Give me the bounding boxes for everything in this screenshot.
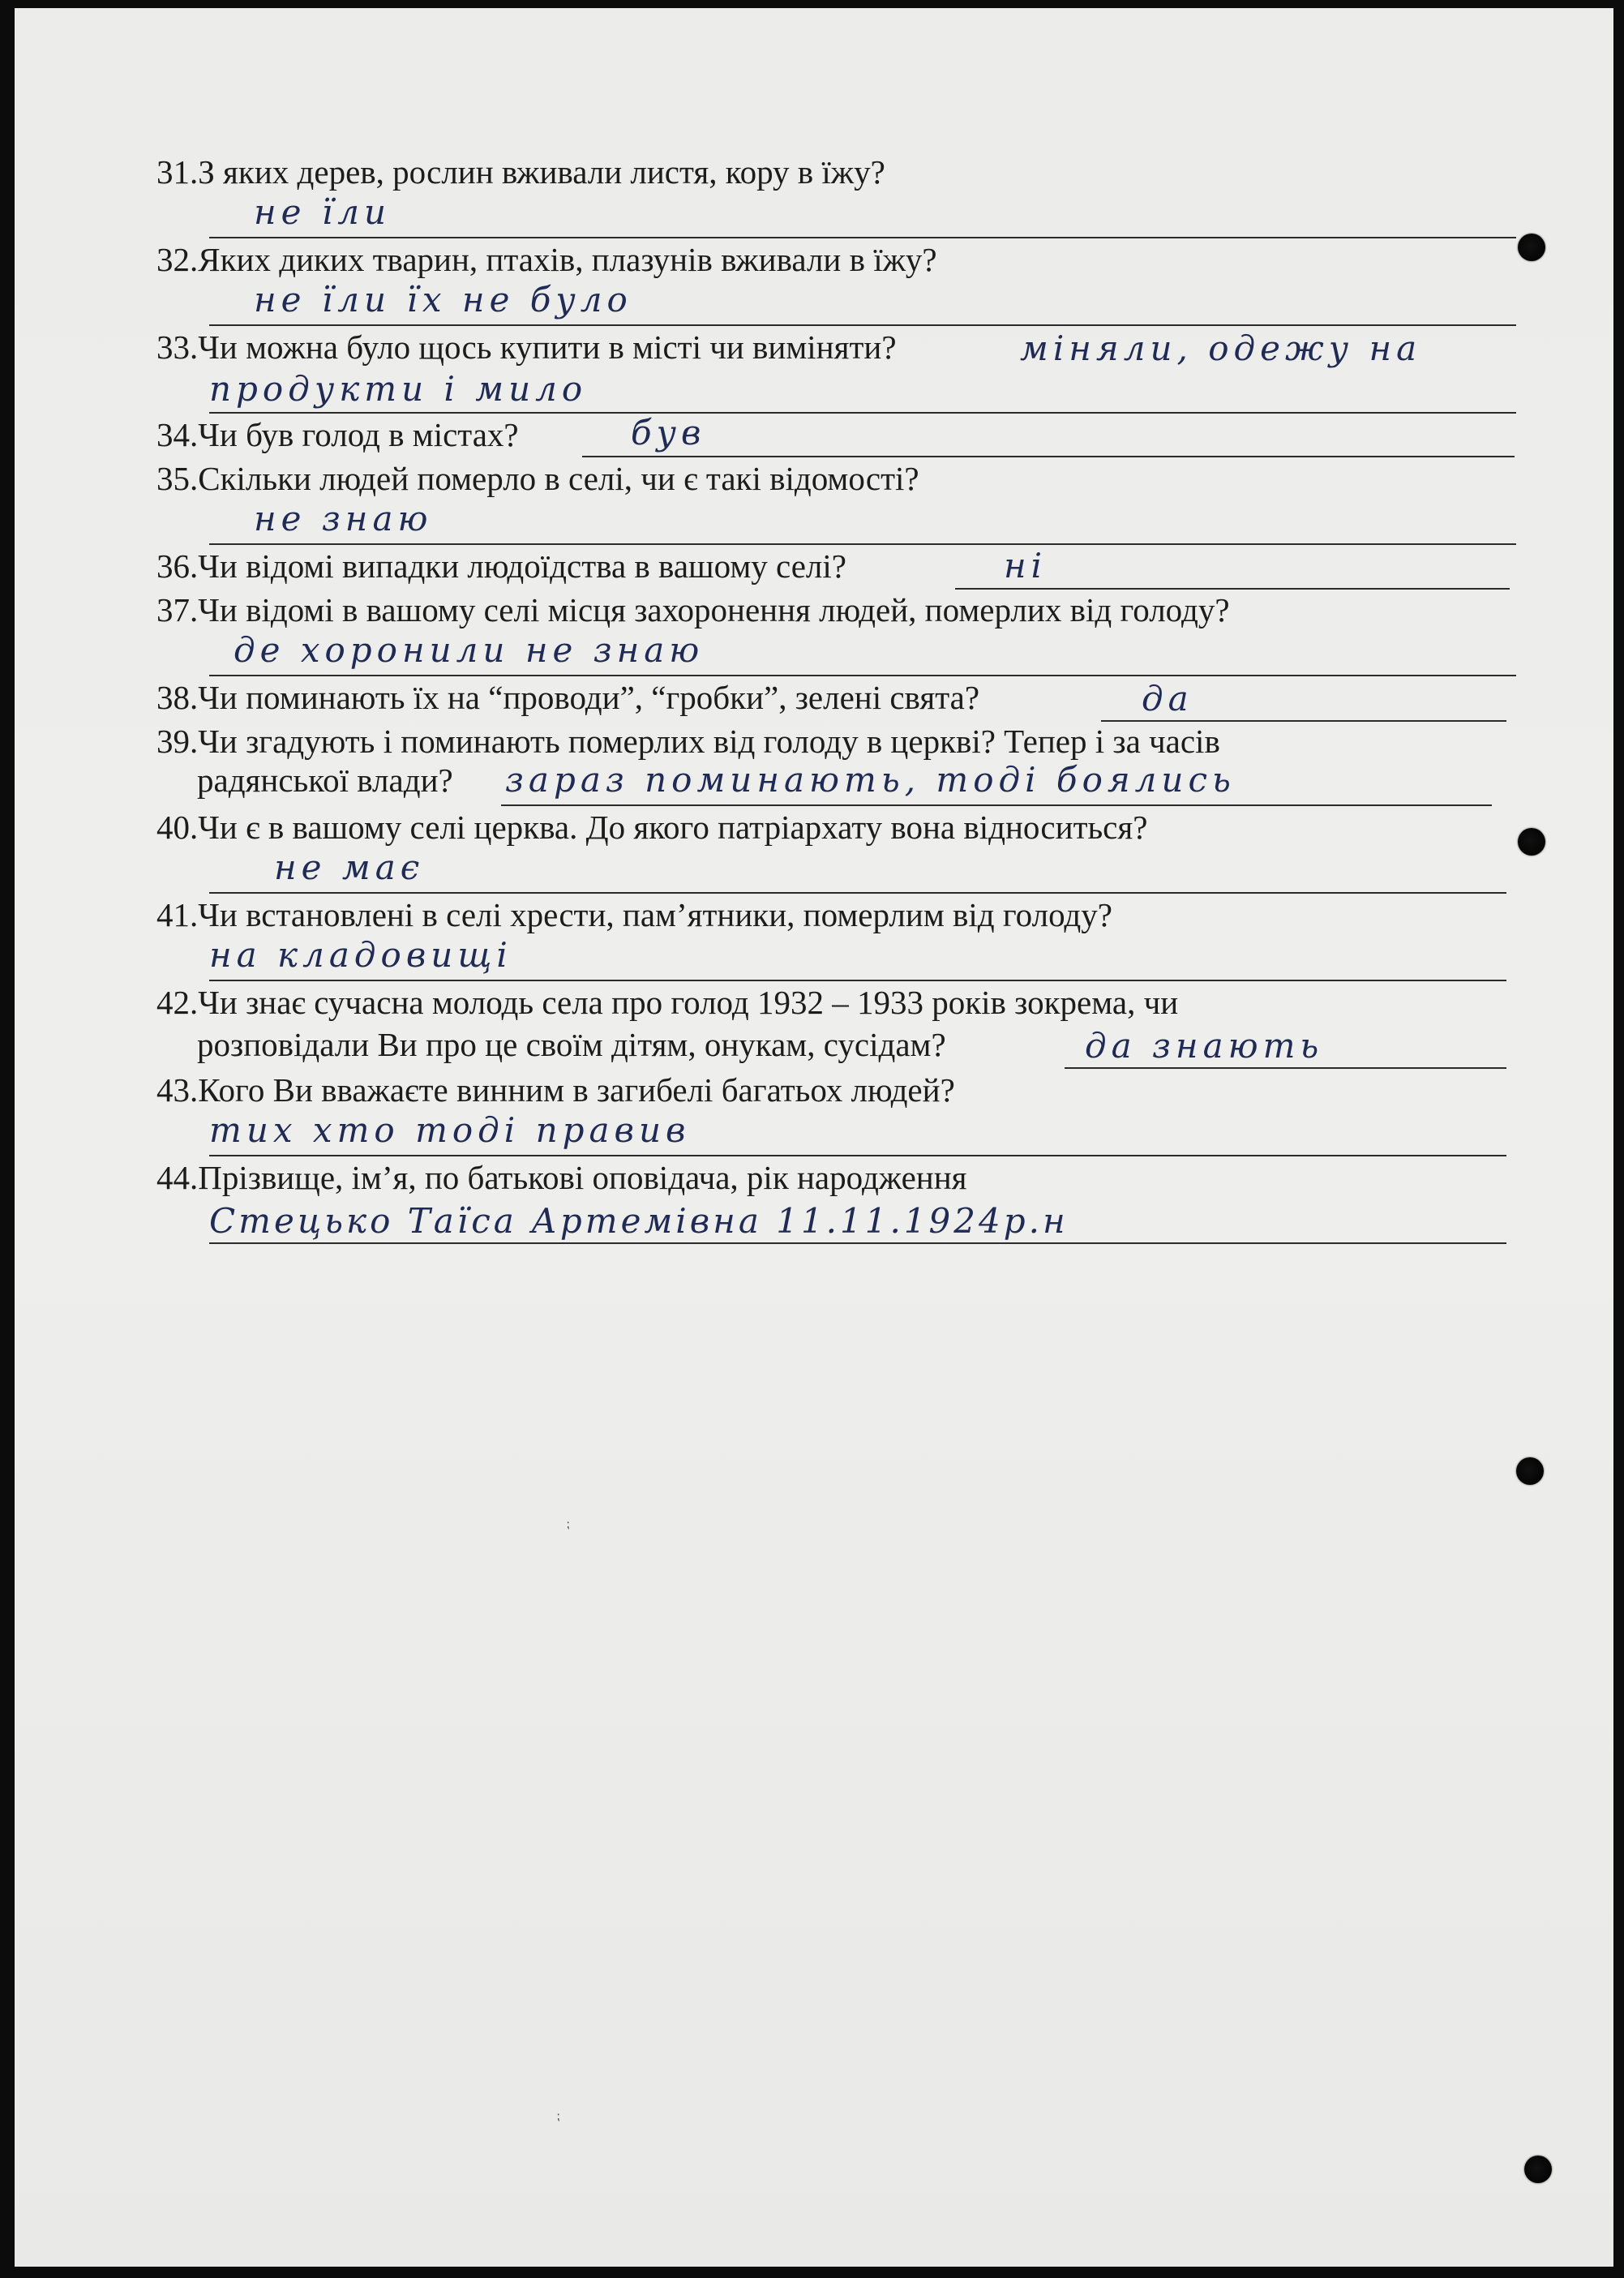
answer-33-inline: міняли, одежу на <box>1020 328 1422 368</box>
answer-31: не їли <box>254 192 392 232</box>
answer-40: не має <box>274 847 425 887</box>
answer-35: не знаю <box>254 499 433 538</box>
answer-line <box>209 675 1516 676</box>
question-41: 41.Чи встановлені в селі хрести, пам’ятники, померлим від голоду? <box>156 896 1112 933</box>
question-39: 39.Чи згадують і поминають померлих від голоду в церкві? Тепер і за часів <box>156 723 1220 760</box>
question-39-continued: радянської влади? <box>197 761 453 799</box>
answer-37: де хоронили не знаю <box>234 630 705 670</box>
question-37: 37.Чи відомі в вашому селі місця захоронення людей, померлих від голоду? <box>156 591 1230 628</box>
punch-hole <box>1516 1457 1544 1485</box>
questionnaire-sheet <box>15 8 1613 2267</box>
answer-38: да <box>1142 679 1193 719</box>
answer-41: на кладовищі <box>209 935 512 975</box>
answer-line <box>501 804 1492 806</box>
question-42-continued: розповідали Ви про це своїм дітям, онукам, сусідам? <box>197 1026 946 1063</box>
answer-36: ні <box>1004 546 1048 586</box>
punch-hole <box>1518 234 1545 261</box>
question-43: 43.Кого Ви вважаєте винним в загибелі багатьох людей? <box>156 1071 955 1109</box>
answer-line <box>209 892 1506 894</box>
question-35: 35.Скільки людей померло в селі, чи є такі відомості? <box>156 460 919 497</box>
question-31: 31.З яких дерев, рослин вживали листя, кору в їжу? <box>156 153 885 191</box>
answer-line <box>209 1242 1506 1244</box>
answer-33: продукти і мило <box>209 369 588 409</box>
question-34: 34.Чи був голод в містах? <box>156 416 519 453</box>
answer-line <box>209 543 1516 545</box>
answer-39: зараз поминають, тоді боялись <box>505 760 1236 800</box>
question-42: 42.Чи знає сучасна молодь села про голод 1932 – 1933 років зокрема, чи <box>156 984 1179 1021</box>
answer-line <box>209 980 1506 981</box>
answer-line <box>209 324 1516 326</box>
punch-hole <box>1518 828 1545 856</box>
answer-line <box>209 412 1516 414</box>
answer-line <box>1065 1067 1506 1069</box>
question-40: 40.Чи є в вашому селі церква. До якого патріархату вона відноситься? <box>156 809 1148 846</box>
answer-42: да знають <box>1085 1026 1324 1066</box>
answer-line <box>955 588 1510 590</box>
answer-43: тих хто тоді правив <box>209 1110 691 1150</box>
scan-speck: ⁏ <box>556 2110 560 2123</box>
question-33: 33.Чи можна було щось купити в місті чи виміняти? <box>156 328 897 366</box>
question-38: 38.Чи поминають їх на “проводи”, “гробки”, зелені свята? <box>156 679 980 716</box>
question-32: 32.Яких диких тварин, птахів, плазунів вживали в їжу? <box>156 241 937 278</box>
question-44: 44.Прізвище, ім’я, по батькові оповідача, рік народження <box>156 1159 967 1196</box>
punch-hole <box>1524 2156 1552 2183</box>
answer-line <box>209 237 1516 238</box>
answer-34: був <box>631 413 706 453</box>
answer-32: не їли їх не було <box>254 280 632 320</box>
question-36: 36.Чи відомі випадки людоїдства в вашому селі? <box>156 547 846 585</box>
answer-line <box>582 456 1515 457</box>
answer-44: Стецько Таїса Артемівна 11.11.1924р.н <box>209 1201 1069 1241</box>
scan-speck: ⁏ <box>566 1518 570 1531</box>
answer-line <box>209 1155 1506 1156</box>
